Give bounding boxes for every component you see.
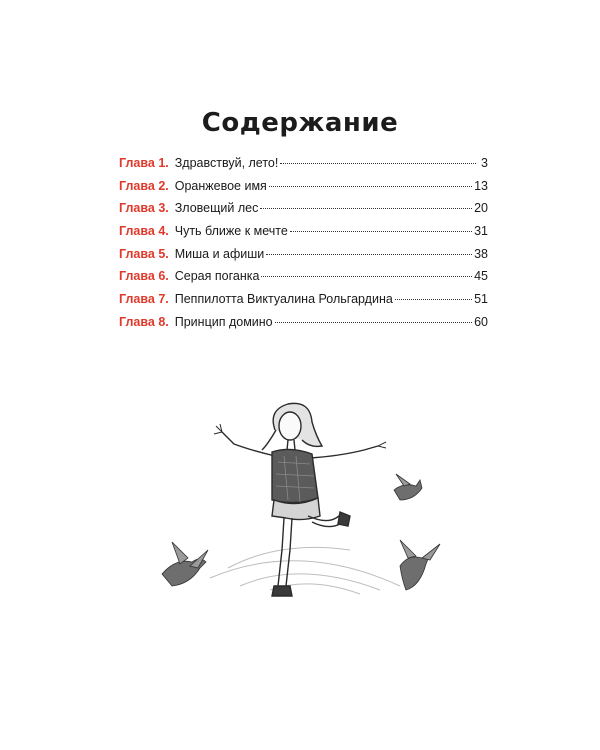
page-number: 51: [474, 292, 488, 307]
toc-entry[interactable]: Глава 4 . Чуть ближе к мечте 31: [119, 224, 488, 239]
dot-leader: [290, 231, 472, 232]
dot-leader: [269, 186, 472, 187]
chapter-number: 7: [158, 292, 166, 307]
toc-entry[interactable]: Глава 2 . Оранжевое имя 13: [119, 178, 488, 193]
chapter-title: Миша и афиши: [174, 246, 265, 261]
chapter-number: 4: [158, 224, 166, 239]
page-number: 20: [474, 201, 488, 216]
chapter-label: Глава: [119, 201, 155, 216]
toc-entry[interactable]: Глава 5 . Миша и афиши 38: [119, 246, 488, 261]
chapter-label: Глава: [119, 292, 155, 307]
page-title: Содержание: [201, 108, 399, 138]
table-of-contents: [119, 156, 488, 338]
pigeon-icon: [162, 542, 208, 586]
chapter-number: 6: [158, 269, 166, 284]
toc-entry[interactable]: Глава 6 . Серая поганка 45: [119, 269, 488, 284]
chapter-title: Пеппилотта Виктуалина Рольгардина: [174, 292, 393, 307]
pigeon-icon: [394, 474, 422, 500]
dot-leader: [395, 299, 472, 300]
chapter-title: Чуть ближе к мечте: [174, 224, 288, 239]
ground-shadow: [210, 547, 400, 594]
page-number: 45: [474, 269, 488, 284]
chapter-number: 1: [158, 156, 166, 170]
chapter-label: Глава: [119, 246, 155, 261]
dot-leader: [266, 254, 472, 255]
chapter-label: Глава: [119, 269, 155, 284]
chapter-title: Зловещий лес: [174, 201, 259, 216]
chapter-title: Серая поганка: [174, 269, 260, 284]
chapter-title: Принцип домино: [174, 314, 273, 329]
toc-entry[interactable]: Глава 3 . Зловещий лес 20: [119, 201, 488, 216]
dot-leader: [275, 322, 472, 323]
chapter-label: Глава: [119, 314, 155, 329]
page-number: 31: [474, 224, 488, 239]
pigeon-icon: [400, 540, 440, 590]
chapter-number: 2: [158, 178, 166, 193]
chapter-title: Оранжевое имя: [174, 178, 267, 193]
page-number: 38: [474, 246, 488, 261]
running-girl-with-pigeons-illustration: [150, 390, 450, 640]
dot-leader: [260, 208, 472, 209]
chapter-label: Глава: [119, 224, 155, 239]
page-number: 60: [474, 314, 488, 329]
chapter-title: Здравствуй, лето!: [174, 156, 279, 170]
dot-leader: [280, 163, 476, 164]
girl-figure: [214, 403, 386, 596]
chapter-number: 3: [158, 201, 166, 216]
chapter-number: 8: [158, 314, 166, 329]
dot-leader: [261, 276, 472, 277]
chapter-label: Глава: [119, 156, 155, 170]
toc-entry[interactable]: Глава 7 . Пеппилотта Виктуалина Рольгардина 51: [119, 292, 488, 307]
toc-entry[interactable]: Глава 8 . Принцип домино 60: [119, 314, 488, 329]
chapter-label: Глава: [119, 178, 155, 193]
page-number: 3: [481, 156, 488, 170]
page-number: 13: [474, 178, 488, 193]
chapter-number: 5: [158, 246, 166, 261]
toc-entry[interactable]: Глава 1 . Здравствуй, лето! 3: [119, 156, 488, 170]
